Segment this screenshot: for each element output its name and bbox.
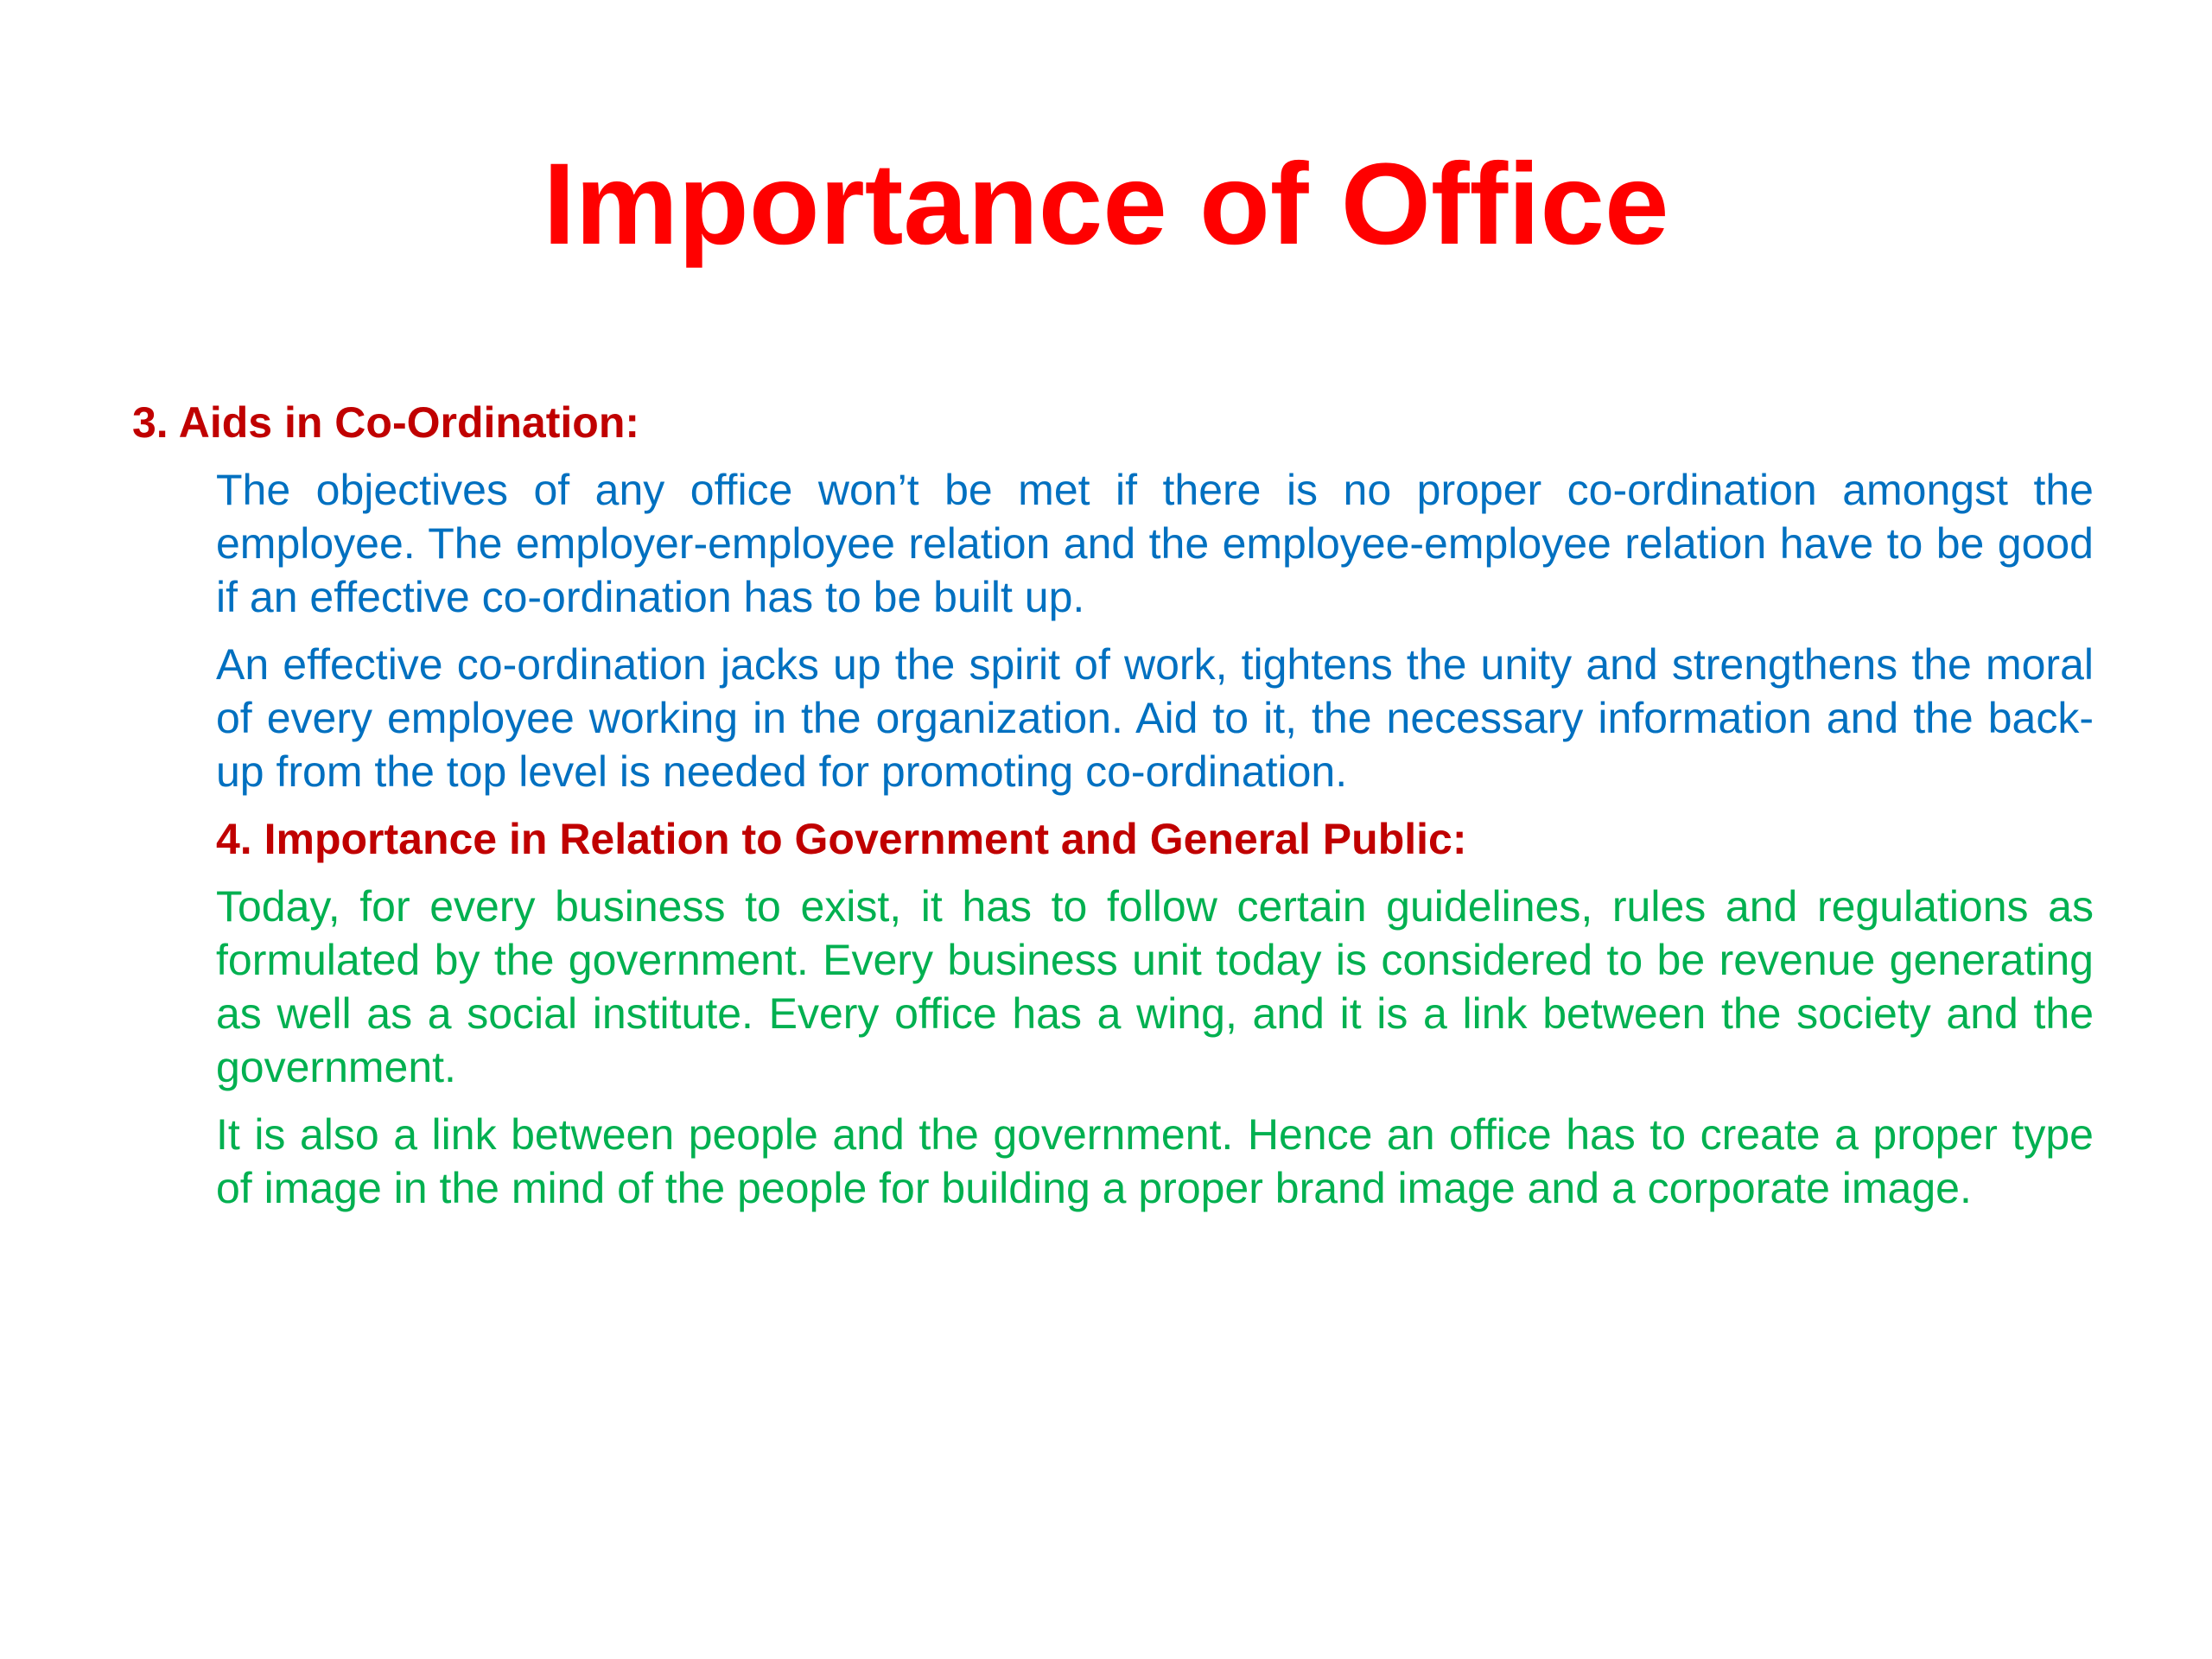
section-3-heading: 3. Aids in Co-Ordination: <box>132 398 640 447</box>
section-4-paragraph-2: It is also a link between people and the government. Hence an office has to create a proper type of image in the mind of the people for building a proper brand image and a corporate image. <box>216 1110 2094 1212</box>
section-3-paragraph-2: An effective co-ordination jacks up the spirit of work, tightens the unity and strengthens the moral of every employee working in the organization. Aid to it, the necessary information and the back-up from the top level is needed for promoting co-ordination. <box>216 640 2094 796</box>
section-3-paragraph-1: The objectives of any office won’t be met if there is no proper co-ordination amongst the employee. The employer-employee relation and the employee-employee relation have to be good if an effective co-ordination has to be built up. <box>216 466 2094 621</box>
section-4-paragraph-1: Today, for every business to exist, it has to follow certain guidelines, rules and regulations as formulated by the government. Every business unit today is considered to be revenue generating as well as a social institute. Every office has a wing, and it is a link between the society and the government. <box>216 882 2094 1091</box>
section-4-heading: 4. Importance in Relation to Government and General Public: <box>216 815 1467 863</box>
slide-title: Importance of Office <box>543 140 1669 269</box>
slide-content <box>132 396 2094 1215</box>
